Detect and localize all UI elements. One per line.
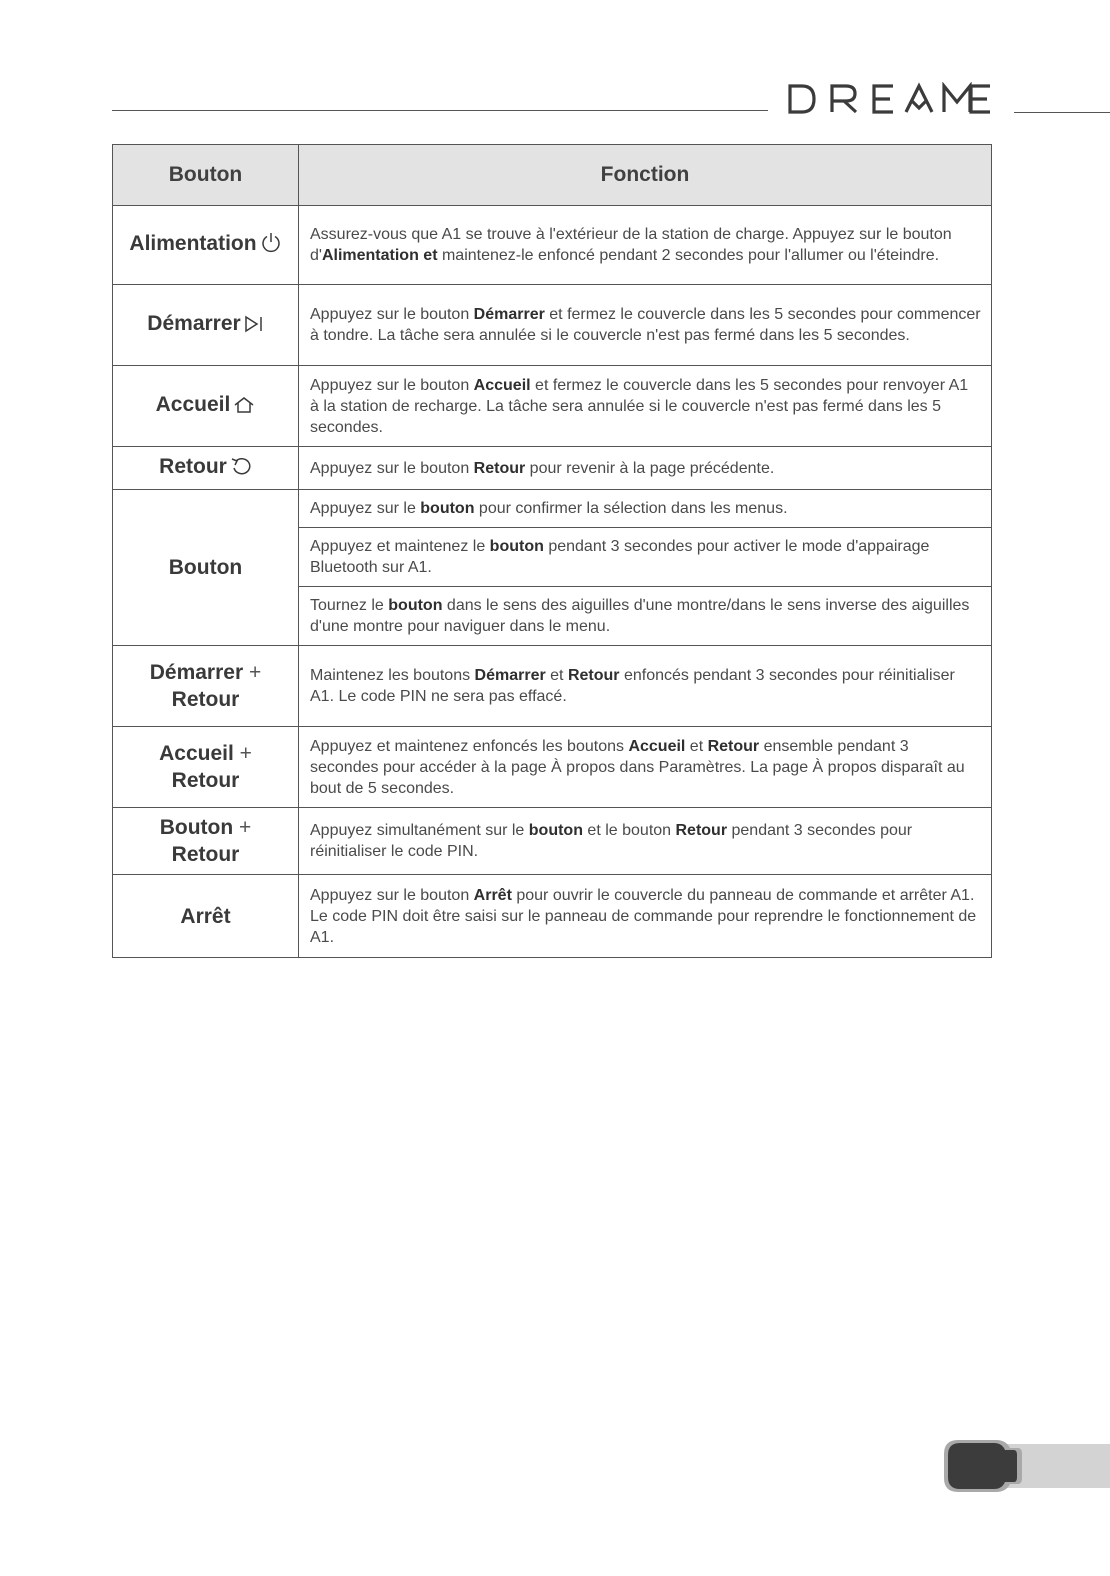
table-row xyxy=(113,447,992,490)
button-name: Démarrer xyxy=(147,312,241,335)
page-tab-marker xyxy=(944,1440,1110,1492)
function-bold-text: bouton xyxy=(388,597,443,614)
function-text: Maintenez les boutons xyxy=(310,667,475,684)
function-text: et fermez le couvercle dans les 5 secondes pour renvoyer A1 à la station de recharge. La tâche sera annulée si le couvercle n'est pas fermé dans les 5 secondes. xyxy=(310,376,969,436)
button-name-cell xyxy=(113,875,299,958)
plus-sign: + xyxy=(248,661,262,684)
button-name: Retour xyxy=(171,843,240,866)
function-cell xyxy=(299,206,992,285)
table-row xyxy=(113,490,992,528)
function-bold-text: Démarrer xyxy=(474,667,546,684)
function-cell xyxy=(299,646,992,727)
button-combo-cell xyxy=(113,727,299,808)
back-icon xyxy=(230,456,252,483)
function-bold-text: Accueil xyxy=(473,376,531,394)
function-cell xyxy=(299,528,992,587)
function-bold-text: Alimentation et xyxy=(321,247,438,264)
function-text: enfoncés pendant 3 secondes pour réinitialiser A1. Le code PIN ne sera pas effacé. xyxy=(310,667,955,705)
function-bold-text: Retour xyxy=(675,822,728,839)
table-row xyxy=(113,366,992,447)
function-text: et le bouton xyxy=(582,822,676,839)
plus-sign: + xyxy=(239,742,252,765)
column-header-button: Bouton xyxy=(113,145,299,206)
function-text: Assurez-vous que A1 se trouve à l'extérieur de la station de charge. Appuyez sur le bouton d' xyxy=(310,226,952,264)
button-name: Alimentation xyxy=(129,232,257,255)
button-name: Retour xyxy=(171,688,240,711)
button-combo-cell xyxy=(113,646,299,727)
function-cell xyxy=(299,285,992,366)
function-bold-text: bouton xyxy=(420,500,475,517)
home-icon xyxy=(233,394,255,421)
brand-logo xyxy=(786,82,996,122)
header-rule-right xyxy=(1014,112,1110,113)
function-text: pour revenir à la page précédente. xyxy=(525,459,775,477)
table-row xyxy=(113,875,992,958)
function-text: pour ouvrir le couvercle du panneau de commande et arrêter A1. Le code PIN doit être saisi sur le panneau de commande pour reprendre le fonctionnement de A1. xyxy=(310,886,977,946)
button-name: Accueil xyxy=(159,742,234,765)
function-text: pendant 3 secondes pour réinitialiser le code PIN. xyxy=(310,822,913,860)
table-row xyxy=(113,646,992,727)
function-cell xyxy=(299,490,992,528)
function-bold-text: Retour xyxy=(473,459,526,477)
function-cell xyxy=(299,587,992,646)
function-text: Appuyez sur le bouton xyxy=(310,459,474,477)
function-bold-text: bouton xyxy=(489,538,544,555)
plus-sign: + xyxy=(239,816,252,839)
function-text: Appuyez simultanément sur le xyxy=(310,822,529,839)
button-name-cell xyxy=(113,447,299,490)
table-row xyxy=(113,285,992,366)
function-text: Appuyez sur le bouton xyxy=(310,376,474,394)
button-name: Retour xyxy=(171,769,240,792)
function-bold-text: Accueil xyxy=(628,737,686,755)
button-name: Démarrer xyxy=(149,661,244,684)
button-function-table xyxy=(112,144,992,958)
function-text: et xyxy=(545,667,568,684)
table-row xyxy=(113,727,992,808)
function-text: pendant 3 secondes pour activer le mode d'appairage Bluetooth sur A1. xyxy=(310,538,930,576)
function-text: Appuyez et maintenez enfoncés les boutons xyxy=(310,737,629,755)
function-bold-text: bouton xyxy=(528,822,583,839)
table-row xyxy=(113,206,992,285)
button-name: Bouton xyxy=(168,556,243,579)
function-cell xyxy=(299,727,992,808)
function-text: ensemble pendant 3 secondes pour accéder à la page À propos dans Paramètres. La page À propos disparaît au bout de 5 secondes. xyxy=(310,737,965,797)
function-cell xyxy=(299,875,992,958)
function-cell xyxy=(299,447,992,490)
function-bold-text: Retour xyxy=(567,667,620,684)
play-pause-icon xyxy=(244,313,264,340)
function-text: dans le sens des aiguilles d'une montre/dans le sens inverse des aiguilles d'une montre pour naviguer dans le menu. xyxy=(310,597,970,635)
button-name: Bouton xyxy=(159,816,234,839)
function-text: Appuyez et maintenez le xyxy=(310,538,490,555)
button-name-cell xyxy=(113,285,299,366)
button-name-cell xyxy=(113,490,299,646)
button-name: Retour xyxy=(159,455,227,478)
dreame-logo xyxy=(786,82,992,116)
function-text: maintenez-le enfoncé pendant 2 secondes pour l'allumer ou l'éteindre. xyxy=(437,247,940,264)
button-name: Arrêt xyxy=(180,904,231,928)
function-text: Tournez le xyxy=(310,597,389,614)
function-cell xyxy=(299,808,992,875)
button-name-cell xyxy=(113,366,299,447)
function-bold-text: Arrêt xyxy=(473,886,512,904)
function-cell xyxy=(299,366,992,447)
function-text: et fermez le couvercle dans les 5 secondes pour commencer à tondre. La tâche sera annulée si le couvercle n'est pas fermé dans les 5 secondes. xyxy=(310,306,981,344)
function-bold-text: Retour xyxy=(707,737,760,755)
function-text: Appuyez sur le bouton xyxy=(310,886,474,904)
header-rule-left xyxy=(112,110,768,111)
button-combo-cell xyxy=(113,808,299,875)
function-text: et xyxy=(685,737,708,755)
column-header-function: Fonction xyxy=(299,145,992,206)
button-name-cell xyxy=(113,206,299,285)
power-icon xyxy=(260,231,282,260)
table-header-row xyxy=(113,145,992,206)
button-name: Accueil xyxy=(155,393,231,416)
function-text: pour confirmer la sélection dans les menus. xyxy=(474,500,788,517)
function-text: Appuyez sur le bouton xyxy=(310,306,474,323)
table-row xyxy=(113,808,992,875)
function-bold-text: Démarrer xyxy=(473,306,545,323)
function-text: Appuyez sur le xyxy=(310,500,421,517)
